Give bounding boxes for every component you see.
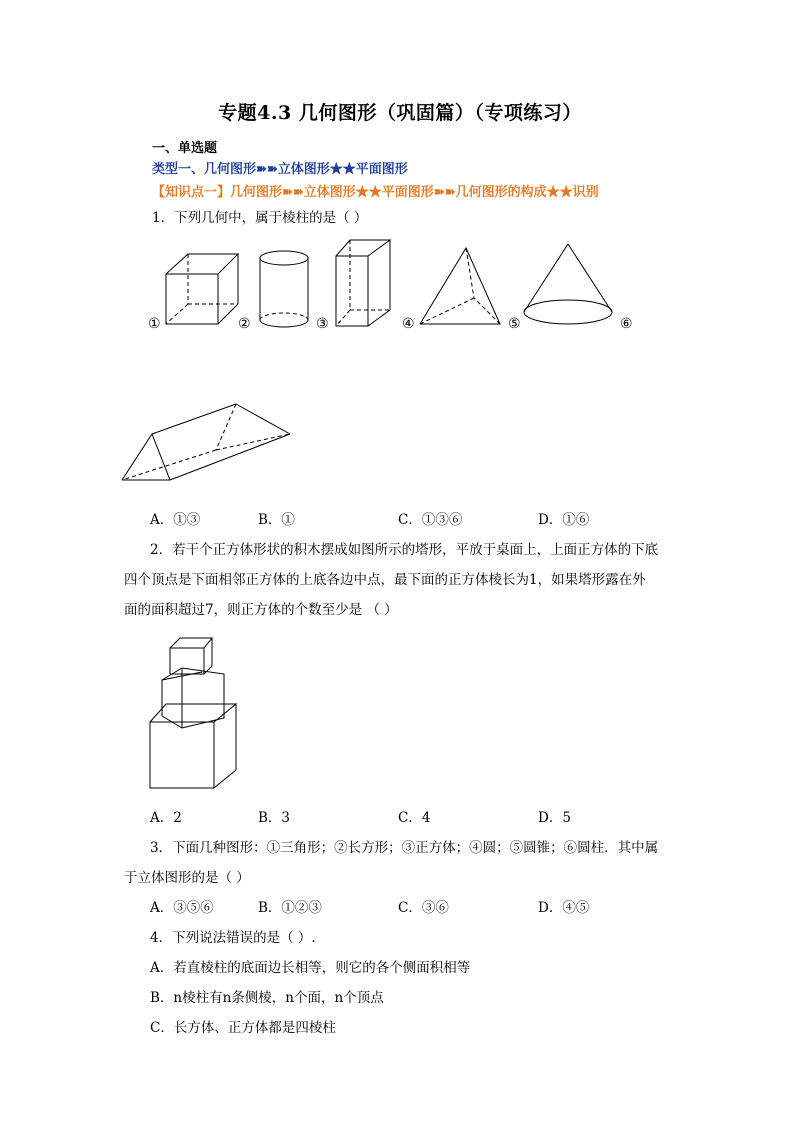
- q4-stem: 4．下列说法错误的是（ ）.: [150, 930, 316, 946]
- q3-option-c[interactable]: C．③⑥: [398, 900, 449, 916]
- q1-figure-pyramid: [416, 242, 504, 330]
- type-heading: 类型一、几何图形➽➽立体图形★★平面图形: [152, 162, 408, 177]
- q3-option-b[interactable]: B．①②③: [258, 900, 322, 916]
- q2-stem-line-1: 2．若干个正方体形状的积木摆成如图所示的塔形，平放于桌面上，上面正方体的下底: [150, 542, 659, 558]
- q4-option-c[interactable]: C．长方体、正方体都是四棱柱: [150, 1020, 336, 1036]
- knowledge-point-heading: 【知识点一】几何图形➽➽立体图形★★平面图形➽➽几何图形的构成★★识别: [152, 185, 599, 200]
- q1-label-6: ⑥: [620, 316, 633, 332]
- q2-option-d[interactable]: D．5: [538, 810, 571, 826]
- q3-stem-line-2: 于立体图形的是（ ）: [124, 870, 250, 886]
- q1-label-1: ①: [148, 316, 161, 332]
- q3-option-a[interactable]: A．③⑤⑥: [150, 900, 214, 916]
- q1-label-3: ③: [316, 316, 329, 332]
- q1-label-2: ②: [238, 316, 251, 332]
- q1-label-5: ⑤: [508, 316, 521, 332]
- q4-option-a[interactable]: A．若直棱柱的底面边长相等，则它的各个侧面积相等: [150, 960, 471, 976]
- q1-option-a[interactable]: A．①③: [150, 512, 201, 528]
- section-heading: 一、单选题: [152, 141, 218, 156]
- q1-label-4: ④: [402, 316, 415, 332]
- q1-option-d[interactable]: D．①⑥: [538, 512, 590, 528]
- q1-option-b[interactable]: B．①: [258, 512, 295, 528]
- q1-figure-prism: [330, 234, 396, 332]
- q2-option-a[interactable]: A．2: [150, 810, 182, 826]
- q1-option-c[interactable]: C．①③⑥: [398, 512, 463, 528]
- q2-stem-line-2: 四个顶点是下面相邻正方体的上底各边中点，最下面的正方体棱长为1，如果塔形露在外: [124, 572, 646, 588]
- q1-figure-cube: [160, 248, 242, 328]
- q3-stem-line-1: 3．下面几种图形：①三角形；②长方形；③正方体；④圆；⑤圆锥；⑥圆柱．其中属: [150, 840, 659, 856]
- q1-figure-triangular-prism: [118, 400, 294, 484]
- q3-option-d[interactable]: D．④⑤: [538, 900, 590, 916]
- q4-option-b[interactable]: B．n棱柱有n条侧棱，n个面，n个顶点: [150, 990, 384, 1006]
- q1-stem: 1．下列几何中，属于棱柱的是（ ）: [152, 210, 368, 226]
- q2-figure-cube-tower: [146, 632, 242, 792]
- q1-figure-cylinder: [254, 248, 314, 330]
- q2-option-c[interactable]: C．4: [398, 810, 431, 826]
- q1-figure-cone: [520, 240, 616, 330]
- q2-stem-line-3: 面的面积超过7，则正方体的个数至少是 （ ）: [124, 602, 398, 618]
- page-title: 专题4.3 几何图形（巩固篇）（专项练习）: [218, 102, 582, 124]
- q2-option-b[interactable]: B．3: [258, 810, 291, 826]
